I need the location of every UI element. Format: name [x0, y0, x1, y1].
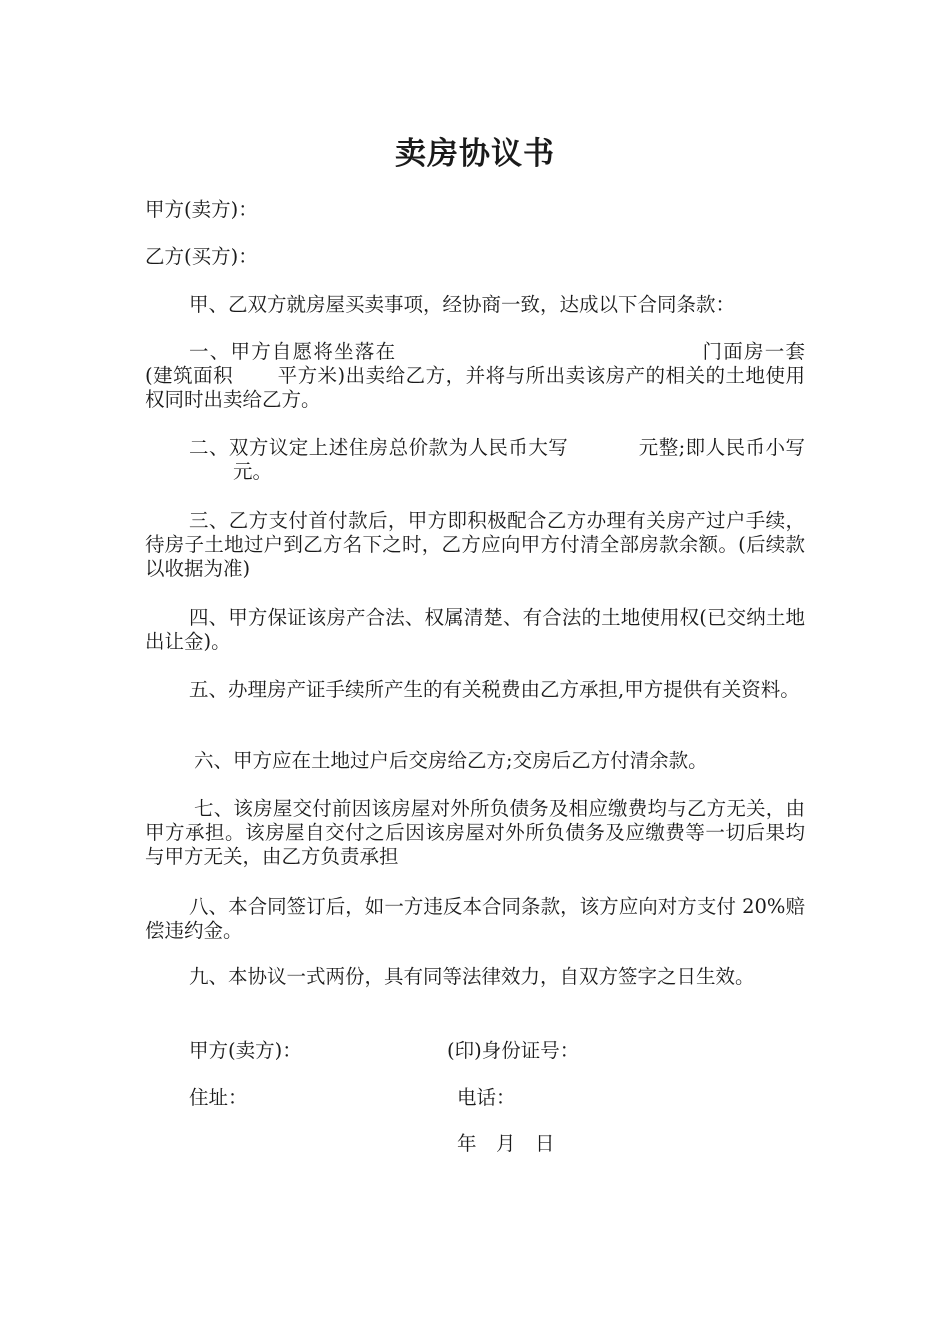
signature-party-a: 甲方(卖方)： — [189, 1039, 302, 1062]
document-title: 卖房协议书 — [395, 136, 555, 172]
signature-address: 住址： — [189, 1086, 248, 1109]
signature-phone: 电话： — [457, 1086, 516, 1109]
clause-1-part2: 门面房一套(建筑面积 — [145, 340, 805, 387]
signature-date: 年 月 日 — [457, 1132, 555, 1155]
clause-6: 六、甲方应在土地过户后交房给乙方;交房后乙方付清余款。 — [194, 749, 708, 772]
intro-paragraph: 甲、乙双方就房屋买卖事项，经协商一致，达成以下合同条款： — [189, 293, 736, 316]
clause-1 — [145, 340, 805, 412]
signature-seal-id: (印)身份证号： — [447, 1039, 580, 1062]
clause-2-part3: 元。 — [233, 460, 273, 483]
clause-5: 五、办理房产证手续所产生的有关税费由乙方承担,甲方提供有关资料。 — [189, 678, 800, 701]
clause-2-part1: 二、双方议定上述住房总价款为人民币大写 — [189, 436, 569, 459]
clause-1-part3: 平方米)出卖给乙方，并将与所出卖该房产的相关的土地使用权同时出卖给乙方。 — [145, 364, 806, 411]
clause-2-part2: 元整;即人民币小写 — [638, 436, 805, 459]
clause-7: 七、该房屋交付前因该房屋对外所负债务及相应缴费均与乙方无关，由甲方承担。该房屋自交付之后因该房屋对外所负债务及应缴费等一切后果均与甲方无关，由乙方负责承担 — [145, 797, 805, 868]
clause-3: 三、乙方支付首付款后，甲方即积极配合乙方办理有关房产过户手续，待房子土地过户到乙方名下之时，乙方应向甲方付清全部房款余额。(后续款以收据为准) — [145, 509, 805, 580]
party-a-label: 甲方(卖方)： — [145, 198, 258, 221]
clause-8: 八、本合同签订后，如一方违反本合同条款，该方应向对方支付 20%赔偿违约金。 — [145, 895, 805, 942]
party-b-label: 乙方(买方)： — [145, 245, 258, 268]
clause-9: 九、本协议一式两份，具有同等法律效力，自双方签字之日生效。 — [189, 965, 755, 988]
clause-2 — [145, 436, 805, 484]
clause-1-part1: 一、甲方自愿将坐落在 — [189, 340, 397, 363]
clause-4: 四、甲方保证该房产合法、权属清楚、有合法的土地使用权(已交纳土地出让金)。 — [145, 606, 805, 653]
